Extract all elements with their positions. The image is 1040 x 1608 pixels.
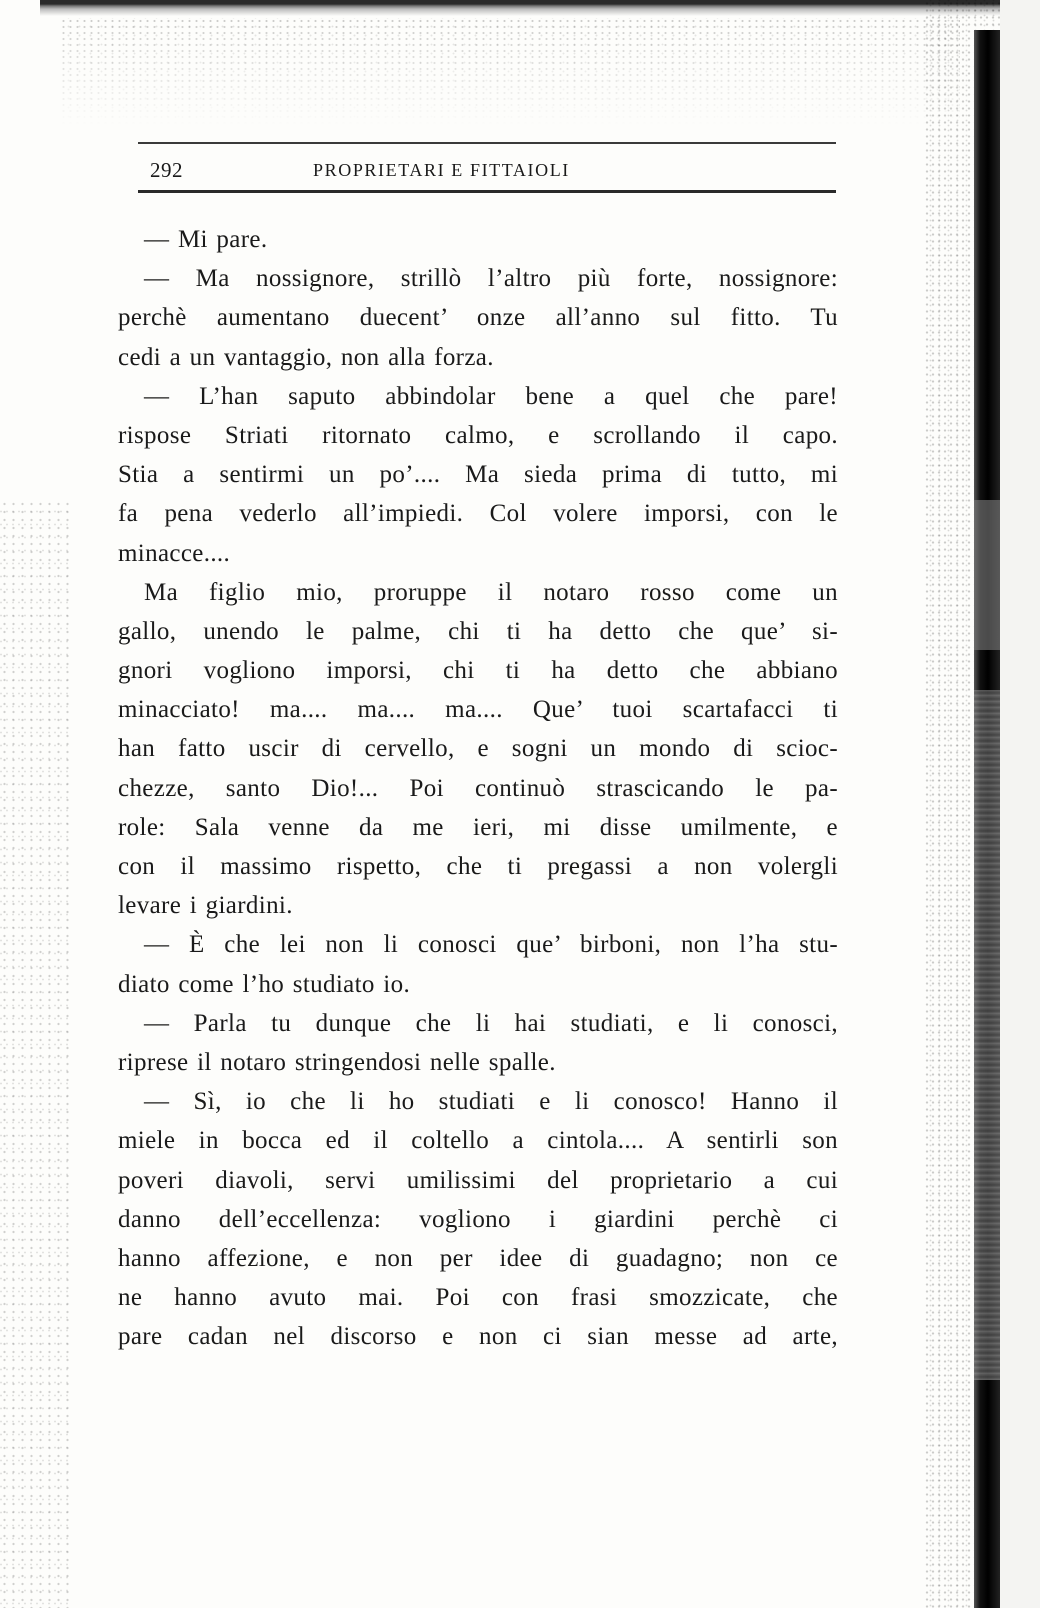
binding-shadow-light-1 — [974, 500, 1000, 650]
running-title: PROPRIETARI E FITTAIOLI — [313, 160, 570, 180]
text-line: hanno affezione, e non per idee di guadagno; non ce — [118, 1244, 838, 1272]
text-line: miele in bocca ed il coltello a cintola.... A sentirli son — [118, 1127, 838, 1155]
text-line: Ma figlio mio, proruppe il notaro rosso come un — [144, 578, 838, 606]
text-line: minacciato! ma.... ma.... ma.... Que’ tuoi scartafacci ti — [118, 696, 838, 724]
text-line: cedi a un vantaggio, non alla forza. — [118, 343, 494, 371]
text-line: chezze, santo Dio!... Poi continuò strascicando le pa- — [118, 774, 838, 802]
text-line: — L’han saputo abbindolar bene a quel che pare! — [144, 382, 838, 410]
text-line: han fatto uscir di cervello, e sogni un mondo di scioc- — [118, 735, 838, 763]
text-line: gallo, unendo le palme, chi ti ha detto che que’ si- — [118, 617, 838, 645]
text-line: — Parla tu dunque che li hai studiati, e li conosci, — [144, 1009, 838, 1037]
text-line: Stia a sentirmi un po’.... Ma sieda prima di tutto, mi — [118, 461, 838, 489]
scan-noise-top — [60, 18, 960, 128]
text-line: con il massimo rispetto, che ti pregassi a non volergli — [118, 853, 838, 880]
text-line: ne hanno avuto mai. Poi con frasi smozzicate, che — [118, 1284, 838, 1312]
text-line: role: Sala venne da me ieri, mi disse umilmente, e — [118, 813, 838, 841]
header-rule-bottom — [138, 190, 836, 193]
text-line: pare cadan nel discorso e non ci sian messe ad arte, — [118, 1323, 838, 1351]
text-line: fa pena vederlo all’impiedi. Col volere imporsi, con le — [118, 500, 838, 528]
scan-noise-left — [0, 500, 70, 1608]
text-line: — È che lei non li conosci que’ birboni, non l’ha stu- — [144, 931, 838, 959]
text-line: diato come l’ho studiato io. — [118, 970, 411, 998]
text-line: riprese il notaro stringendosi nelle spalle. — [118, 1048, 556, 1076]
text-line: poveri diavoli, servi umilissimi del proprietario a cui — [118, 1166, 838, 1194]
text-line: levare i giardini. — [118, 892, 293, 920]
text-line: — Mi pare. — [144, 226, 268, 253]
text-line: minacce.... — [118, 539, 231, 567]
header-rule-top — [138, 142, 836, 144]
scan-top-edge — [40, 0, 1040, 16]
text-line: perchè aumentano duecent’ onze all’anno sul fitto. Tu — [118, 304, 838, 332]
text-line: gnori vogliono imporsi, chi ti ha detto che abbiano — [118, 657, 838, 685]
text-line: — Ma nossignore, strillò l’altro più forte, nossignore: — [144, 265, 838, 293]
page-number: 292 — [150, 158, 183, 182]
text-line: rispose Striati ritornato calmo, e scrollando il capo. — [118, 421, 838, 449]
binding-shadow-light-2 — [974, 690, 1000, 1380]
body-text — [118, 220, 838, 1356]
text-line: — Sì, io che li ho studiati e li conosco! Hanno il — [144, 1088, 838, 1116]
page-margin-right — [1000, 0, 1040, 1608]
text-line: danno dell’eccellenza: vogliono i giardini perchè ci — [118, 1205, 838, 1233]
